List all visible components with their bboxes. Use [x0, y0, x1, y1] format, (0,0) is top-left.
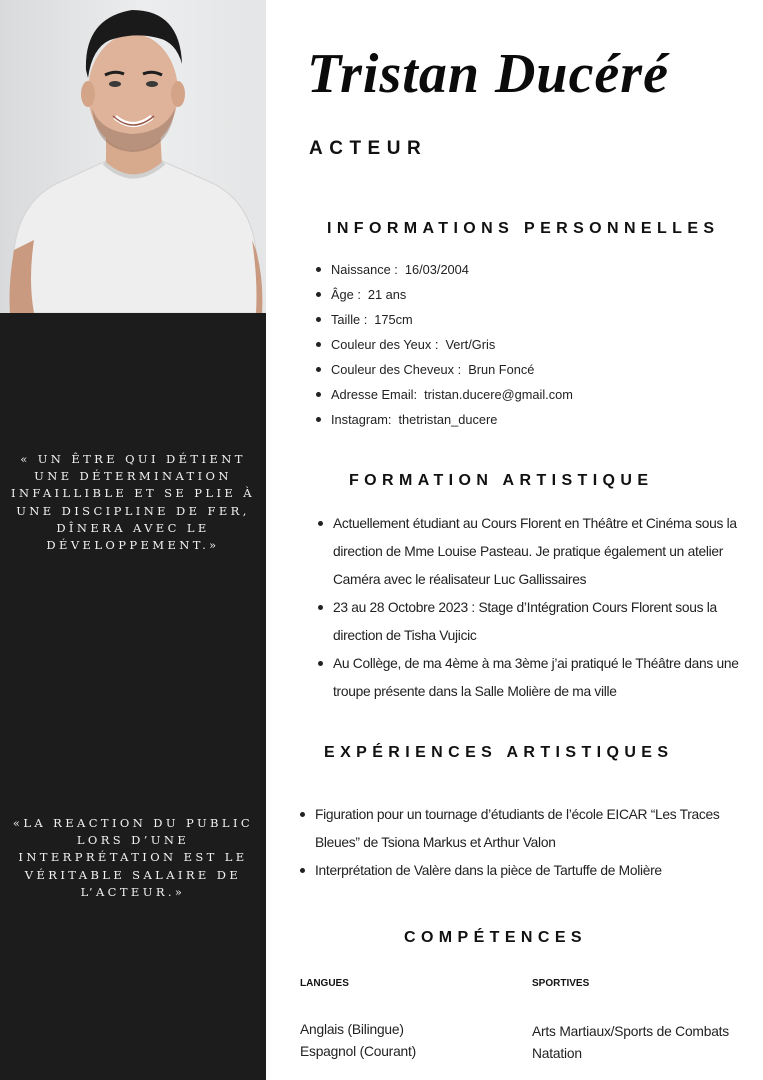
sports-list [532, 1021, 729, 1065]
experiences-list [298, 801, 728, 885]
info-instagram: Instagram: thetristan_ducere [314, 409, 573, 434]
info-height: Taille : 175cm [314, 309, 573, 334]
language-item: Anglais (Bilingue) [300, 1022, 404, 1037]
info-hair-color: Couleur des Cheveux : Brun Foncé [314, 359, 573, 384]
experience-item: Interprétation de Valère dans la pièce de Tartuffe de Molière [298, 857, 728, 885]
actor-name: Tristan Ducéré [307, 43, 669, 105]
languages-heading: LANGUES [300, 978, 349, 989]
quote-public-reaction: «LA REACTION DU PUBLIC LORS D’UNE INTERPRÉTATION EST LE VÉRITABLE SALAIRE DE L’ACTEUR.» [12, 816, 254, 899]
info-email: Adresse Email: tristan.ducere@gmail.com [314, 384, 573, 409]
formation-title: FORMATION ARTISTIQUE [349, 472, 654, 489]
info-age: Âge : 21 ans [314, 284, 573, 309]
left-sidebar [0, 0, 266, 1080]
profile-photo [0, 0, 266, 313]
language-item: Espagnol (Courant) [300, 1044, 417, 1059]
actor-role: ACTEUR [309, 138, 428, 159]
personal-info-list [314, 259, 573, 434]
sports-heading: SPORTIVES [532, 978, 590, 989]
formation-item: 23 au 28 Octobre 2023 : Stage d’Intégration Cours Florent sous la direction de Tisha Vujicic [316, 594, 746, 650]
sport-item: Arts Martiaux/Sports de Combats [532, 1024, 729, 1039]
experience-item: Figuration pour un tournage d’étudiants de l’école EICAR “Les Traces Bleues” de Tsiona Markus et Arthur Valon [298, 801, 728, 857]
info-eye-color: Couleur des Yeux : Vert/Gris [314, 334, 573, 359]
experiences-title: EXPÉRIENCES ARTISTIQUES [324, 744, 674, 761]
formation-item: Au Collège, de ma 4ème à ma 3ème j’ai pratiqué le Théâtre dans une troupe présente dans la Salle Molière de ma ville [316, 650, 746, 706]
quote-determination: « UN ÊTRE QUI DÉTIENT UNE DÉTERMINATION INFAILLIBLE ET SE PLIE À UNE DISCIPLINE DE FER, DÎNERA AVEC LE DÉVELOPPEMENT.» [11, 452, 255, 553]
sport-item: Natation [532, 1046, 582, 1061]
personal-info-title: INFORMATIONS PERSONNELLES [327, 220, 720, 237]
languages-list [300, 1019, 416, 1063]
formation-item: Actuellement étudiant au Cours Florent en Théâtre et Cinéma sous la direction de Mme Louise Pasteau. Je pratique également un atelier Caméra avec le réalisateur Luc Gallissaires [316, 510, 746, 594]
formation-list [316, 510, 746, 706]
competences-title: COMPÉTENCES [404, 929, 587, 946]
info-birth: Naissance : 16/03/2004 [314, 259, 573, 284]
